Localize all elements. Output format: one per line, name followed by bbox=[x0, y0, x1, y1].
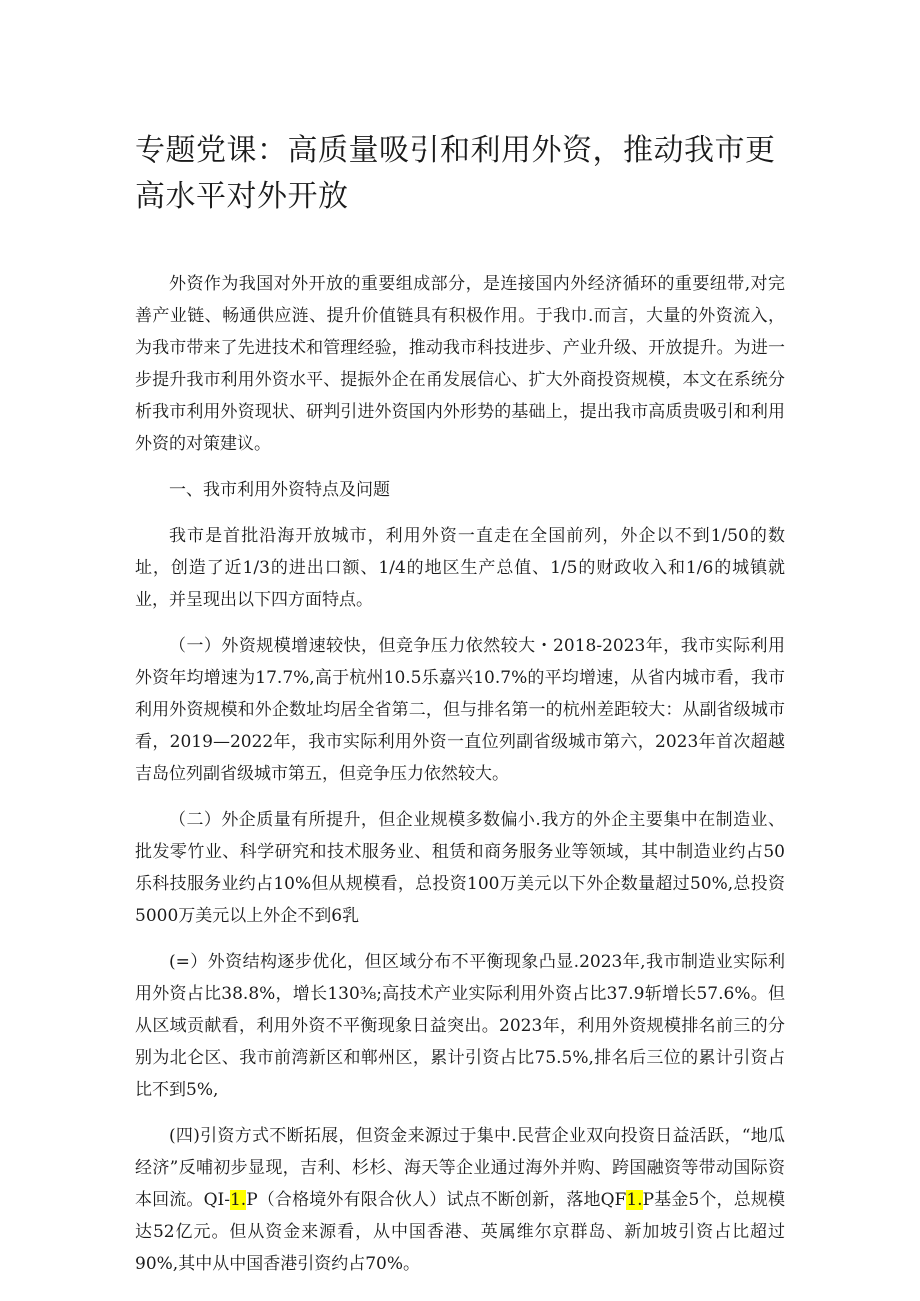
point-4-text-b: P（合格境外有限合伙人）试点不断创新，落地QF bbox=[246, 1190, 627, 1210]
section-heading: 一、我市利用外资特点及问题 bbox=[169, 480, 390, 500]
point-4-text-a: (四)引资方式不断拓展，但资金来源过于集中.民营企业双向投资日益活跃，“地瓜经济”反哺初步显现，吉利、杉杉、海天等企业通过海外并购、跨国融资等带动国际资本回流。QI- bbox=[135, 1126, 785, 1210]
intro-paragraph: 外资作为我国对外开放的重要组成部分，是连接国内外经济循环的重要纽带,对完善产业链、畅通供应涟、提升价值链具有积极作用。于我巾.而言，大量的外资流入，为我市带来了先进技术和管理经验，推动我市科技进步、产业升级、开放提升。为进一步提升我市利用外资水平、提振外企在甬发展信心、扩大外商投资规模，本文在系统分析我市利用外资现状、研判引进外资国内外形势的基础上，提出我市高质贵吸引和利用外资的对策建议。 bbox=[135, 274, 785, 454]
section-intro-paragraph: 我市是首批沿海开放城市，利用外资一直走在全国前列，外企以不到1/50的数址，创造了近1/3的进出口额、1/4的地区生产总值、1/5的财政收入和1/6的城镇就业，并呈现出以下四方面特点。 bbox=[135, 526, 785, 610]
point-4-paragraph bbox=[135, 1120, 785, 1280]
highlight-mark: 1. bbox=[229, 1190, 247, 1210]
point-2-paragraph: （二）外企质量有所提升，但企业规模多数偏小.我方的外企主要集中在制造业、批发零竹业、科学研究和技术服务业、租赁和商务服务业等领域，其中制造业约占50乐科技服务业约占10%但从规模看，总投资100万美元以下外企数量超过50%,总投资5000万美元以上外企不到6乳 bbox=[135, 810, 785, 926]
highlight-mark: 1. bbox=[626, 1190, 643, 1210]
point-3-paragraph: (=）外资结构逐步优化，但区域分布不平衡现象凸显.2023年,我市制造业实际利用外资占比38.8%，增长130⅜;高技术产业实际利用外资占比37.9斩增长57.6%。但从区域贡献看，利用外资不平衡现象日益突出。2023年，利用外资规模排名前三的分别为北仑区、我市前湾新区和郸州区，累计引资占比75.5%,排名后三位的累计引资占比不到5%, bbox=[135, 952, 785, 1100]
document-title: 专题党课：高质量吸引和利用外资，推动我市更高水平对外开放 bbox=[135, 133, 776, 214]
document-page bbox=[135, 128, 785, 1294]
point-1-paragraph: （一）外资规模增速较快，但竞争压力依然较大・2018-2023年，我市实际利用外资年均增速为17.7%,高于杭州10.5乐嘉兴10.7%的平均增速，从省内城市看，我市利用外资规模和外企数址均居全省第二，但与排名第一的杭州差距较大：从副省级城市看，2019—2022年，我市实际利用外资一直位列副省级城市第六，2023年首次超越吉岛位列副省级城市第五，但竞争压力依然较大。 bbox=[135, 636, 785, 784]
point-4-text-c: P基金5个，总规模达52亿元。但从资金来源看，从中国香港、英属维尔京群岛、新加坡引资占比超过90%,其中从中国香港引资约占70%。 bbox=[135, 1190, 785, 1274]
